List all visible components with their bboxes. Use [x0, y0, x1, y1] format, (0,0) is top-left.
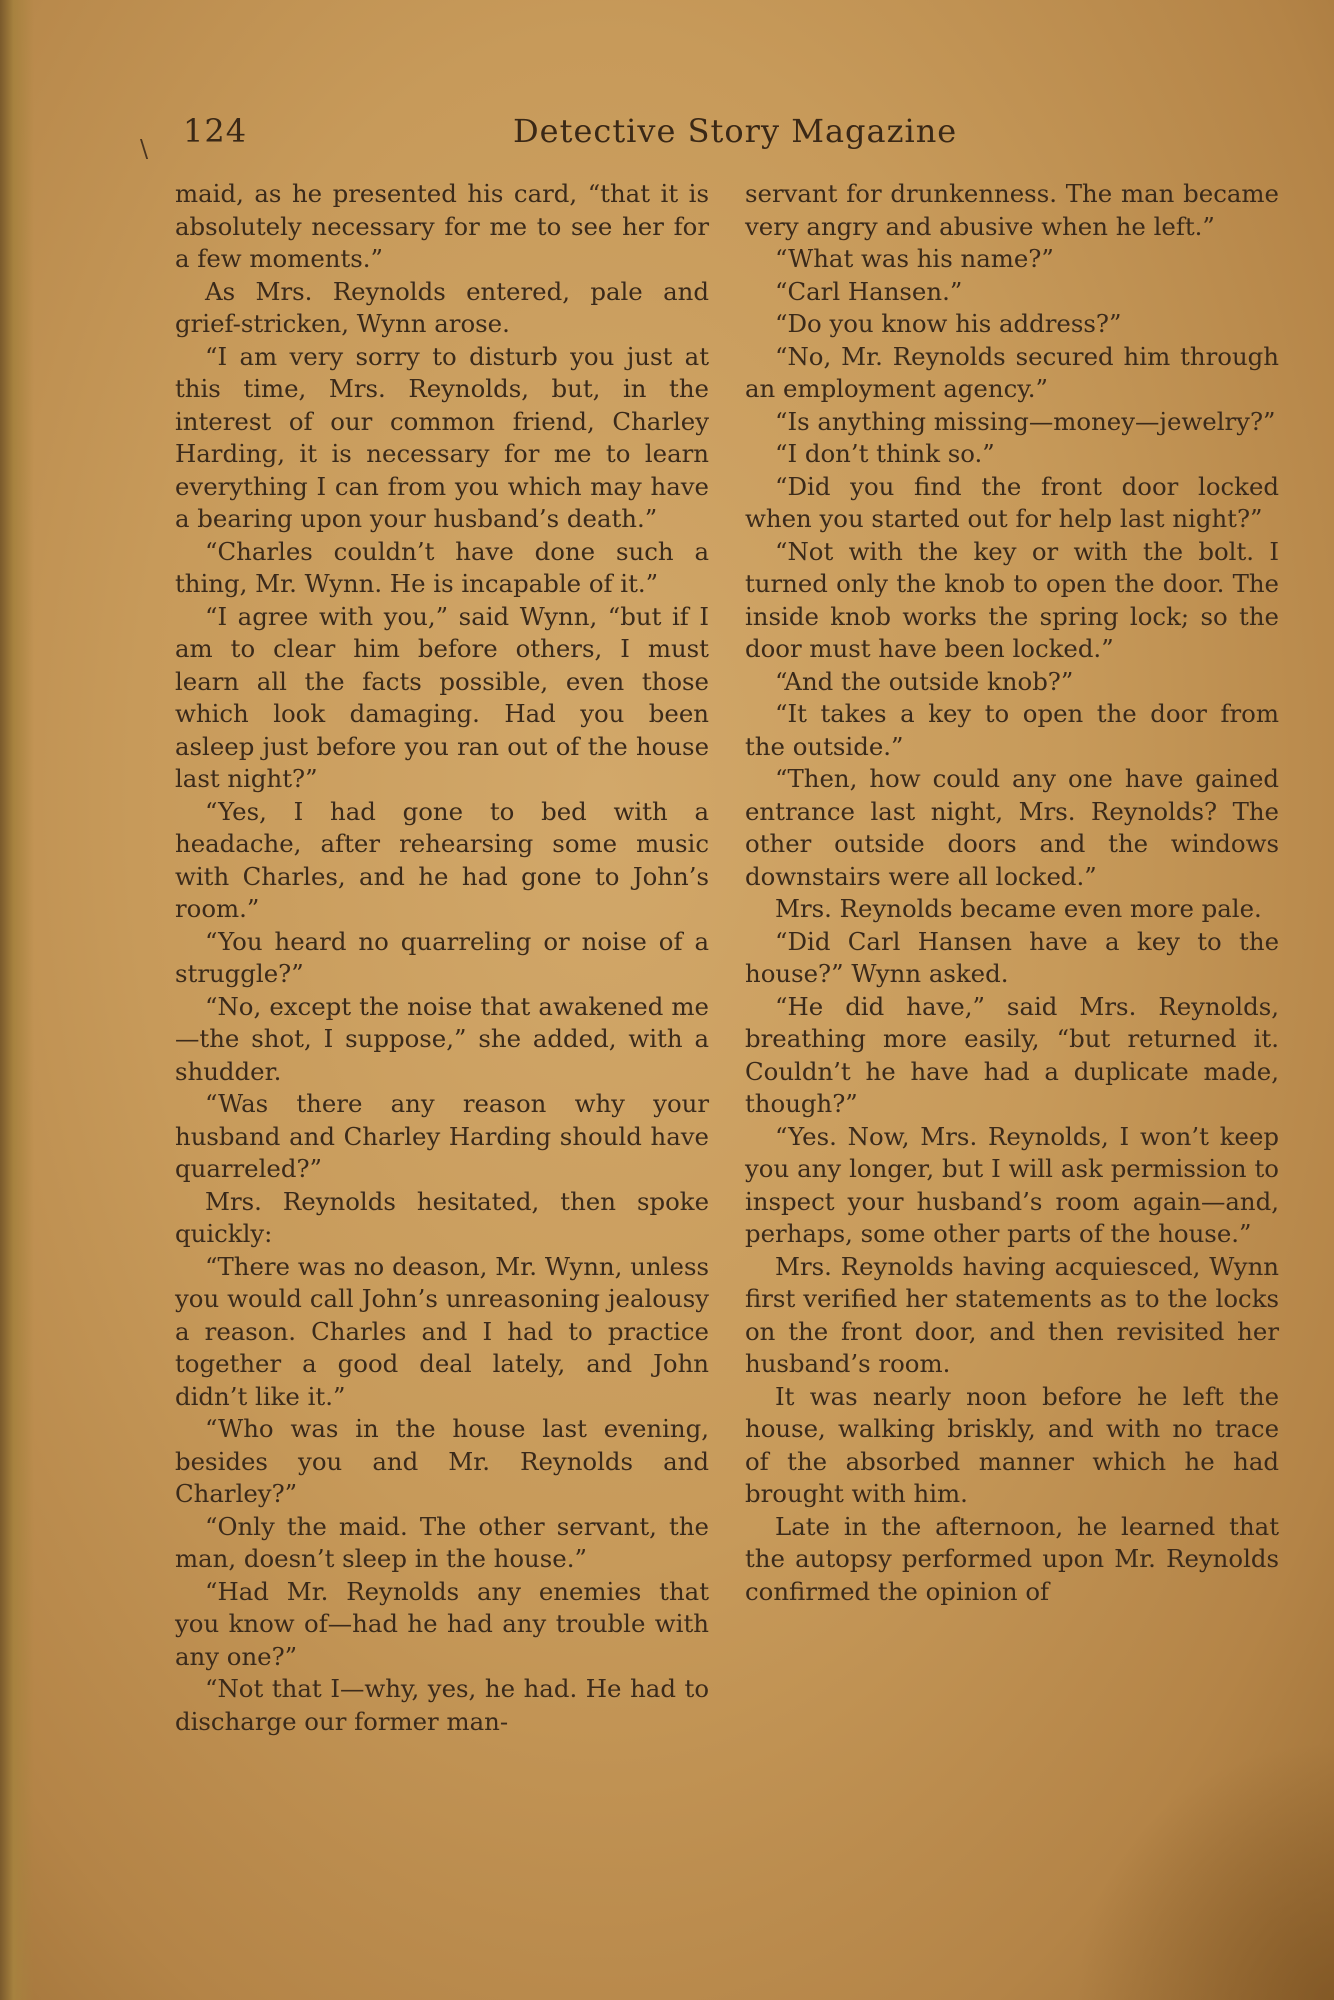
page-header: [183, 112, 1183, 162]
paragraph: servant for drunkenness. The man became very angry and abusive when he left.”: [745, 179, 1279, 241]
paragraph: “You heard no quarreling or noise of a struggle?”: [175, 926, 709, 988]
paragraph: “Not with the key or with the bolt. I turned only the knob to open the door. The inside knob works the spring lock; so the door must have been locked.”: [745, 536, 1279, 663]
paragraph: “Did Carl Hansen have a key to the house?” Wynn asked.: [745, 926, 1279, 988]
paragraph: “I don’t think so.”: [775, 439, 995, 468]
page-binding-edge: [0, 0, 34, 2000]
paragraph: “Yes. Now, Mrs. Reynolds, I won’t keep you any longer, but I will ask permission to inspect your husband’s room again—and, perhaps, some other parts of the house.”: [745, 1121, 1279, 1248]
paragraph: “What was his name?”: [775, 244, 1054, 273]
paragraph: Late in the afternoon, he learned that the autopsy performed upon Mr. Reynolds confirmed the opinion of: [745, 1511, 1279, 1606]
paragraph: “Then, how could any one have gained entrance last night, Mrs. Reynolds? The other outside doors and the windows downstairs were all locked.”: [745, 764, 1279, 891]
paragraph: Mrs. Reynolds became even more pale.: [775, 894, 1262, 923]
paragraph: “Not that I—why, yes, he had. He had to discharge our former man-: [175, 1674, 709, 1736]
paragraph: “No, Mr. Reynolds secured him through an employment agency.”: [745, 341, 1279, 403]
paragraph: “Was there any reason why your husband and Charley Harding should have quarreled?”: [175, 1089, 709, 1183]
paragraph: Mrs. Reynolds hesitated, then spoke quickly:: [175, 1186, 709, 1248]
paragraph: As Mrs. Reynolds entered, pale and grief-stricken, Wynn arose.: [175, 276, 709, 338]
paragraph: “Yes, I had gone to bed with a headache, after rehearsing some music with Charles, and he had gone to John’s room.”: [175, 796, 709, 923]
paragraph: “Only the maid. The other servant, the man, doesn’t sleep in the house.”: [175, 1511, 709, 1573]
paragraph: “Charles couldn’t have done such a thing, Mr. Wynn. He is incapable of it.”: [175, 536, 709, 598]
paragraph: “Did you find the front door locked when you started out for help last night?”: [745, 471, 1279, 533]
paragraph: “No, except the noise that awakened me—the shot, I suppose,” she added, with a shudder.: [175, 991, 709, 1086]
paragraph: “There was no deason, Mr. Wynn, unless you would call John’s unreasoning jealousy a reason. Charles and I had to practice together a good deal lately, and John didn’t like it.”: [175, 1251, 709, 1411]
left-column: [175, 178, 709, 1738]
paragraph: “Do you know his address?”: [775, 309, 1122, 338]
paragraph: “I agree with you,” said Wynn, “but if I am to clear him before others, I must learn all the facts possible, even those which look damaging. Had you been asleep just before you ran out of the house last night?”: [175, 601, 709, 793]
paragraph: “Who was in the house last evening, besides you and Mr. Reynolds and Charley?”: [175, 1414, 709, 1508]
paragraph: “Had Mr. Reynolds any enemies that you know of—had he had any trouble with any one?”: [175, 1576, 709, 1671]
paragraph: “It takes a key to open the door from the outside.”: [745, 699, 1279, 761]
page-corner-shadow: [1074, 1740, 1334, 2000]
paragraph: “And the outside knob?”: [775, 666, 1074, 696]
paragraph: “He did have,” said Mrs. Reynolds, breathing more easily, “but returned it. Couldn’t he have had a duplicate made, though?”: [745, 991, 1279, 1118]
paragraph: maid, as he presented his card, “that it is absolutely necessary for me to see her for a few moments.”: [175, 179, 709, 273]
margin-mark: \: [140, 135, 149, 163]
paragraph: “I am very sorry to disturb you just at this time, Mrs. Reynolds, but, in the interest of our common friend, Charley Harding, it is necessary for me to learn everything I can from you which may have a bearing upon your husband’s death.”: [175, 341, 709, 533]
page-number: 124: [183, 112, 248, 150]
right-column: [745, 178, 1279, 1608]
paragraph: “Carl Hansen.”: [775, 276, 963, 306]
running-title: Detective Story Magazine: [513, 112, 958, 150]
paragraph: It was nearly noon before he left the house, walking briskly, and with no trace of the absorbed manner which he had brought with him.: [745, 1381, 1279, 1508]
paragraph: Mrs. Reynolds having acquiesced, Wynn first verified her statements as to the locks on the front door, and then revisited her husband’s room.: [745, 1251, 1279, 1378]
paragraph: “Is anything missing—money—jewelry?”: [775, 406, 1276, 436]
